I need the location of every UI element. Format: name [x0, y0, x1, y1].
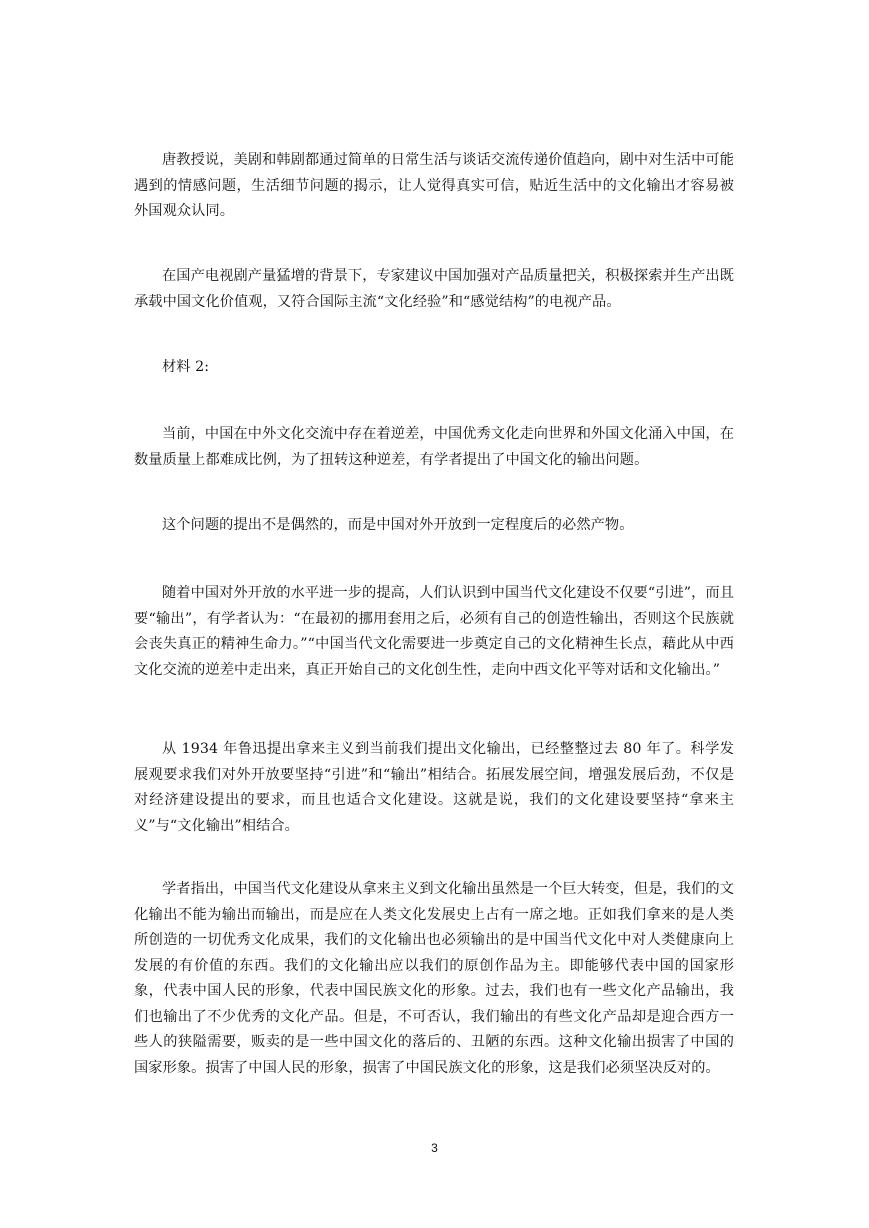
paragraph-3: 当前，中国在中外文化交流中存在着逆差，中国优秀文化走向世界和外国文化涌入中国，在数量质量上都难成比例，为了扭转这种逆差，有学者提出了中国文化的输出问题。: [134, 426, 734, 468]
page-number: 3: [431, 1141, 438, 1155]
paragraph-7: 学者指出，中国当代文化建设从拿来主义到文化输出虽然是一个巨大转变，但是，我们的文化输出不能为输出而输出，而是应在人类文化发展史上占有一席之地。正如我们拿来的是人类所创造的一切优秀文化成果，我们的文化输出也必须输出的是中国当代文化中对人类健康向上发展的有价值的东西。我们的文化输出应以我们的原创作品为主。即能够代表中国的国家形象，代表中国人民的形象，代表中国民族文化的形象。过去，我们也有一些文化产品输出，我们也输出了不少优秀的文化产品。但是，不可否认，我们输出的有些文化产品却是迎合西方一些人的狭隘需要，贩卖的是一些中国文化的落后的、丑陋的东西。这种文化输出损害了中国的国家形象。损害了中国人民的形象，损害了中国民族文化的形象，这是我们必须坚决反对的。: [134, 881, 734, 1076]
paragraph-1: 唐教授说，美剧和韩剧都通过简单的日常生活与谈话交流传递价值趋向，剧中对生活中可能遇到的情感问题，生活细节问题的揭示，让人觉得真实可信，贴近生活中的文化输出才容易被外国观众认同。: [134, 152, 734, 219]
paragraph-material-heading: 材料 2:: [162, 359, 210, 375]
paragraph-2: 在国产电视剧产量猛增的背景下，专家建议中国加强对产品质量把关，积极探索并生产出既承载中国文化价值观，又符合国际主流“文化经验”和“感觉结构”的电视产品。: [134, 268, 734, 310]
paragraph-4: 这个问题的提出不是偶然的，而是中国对外开放到一定程度后的必然产物。: [162, 517, 634, 533]
paragraph-6: 从 1934 年鲁迅提出拿来主义到当前我们提出文化输出，已经整整过去 80 年了。科学发展观要求我们对外开放要坚持“引进”和“输出”相结合。拓展发展空间，增强发展后劲，不仅是对经济建设提出的要求，而且也适合文化建设。这就是说，我们的文化建设要坚持“拿来主义”与“文化输出”相结合。: [134, 741, 734, 834]
paragraph-5: 随着中国对外开放的水平进一步的提高，人们认识到中国当代文化建设不仅要“引进”，而且要“输出”，有学者认为：“在最初的挪用套用之后，必须有自己的创造性输出，否则这个民族就会丧失真正的精神生命力。”“中国当代文化需要进一步奠定自己的文化精神生长点，藉此从中西文化交流的逆差中走出来，真正开始自己的文化创生性，走向中西文化平等对话和文化输出。”: [134, 585, 734, 678]
